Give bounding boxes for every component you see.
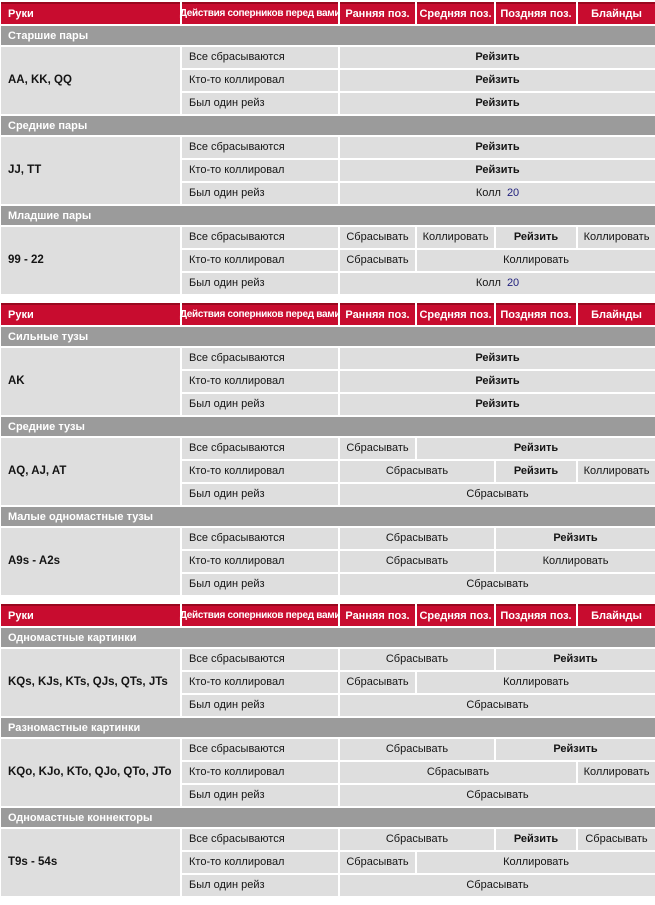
decision-label: Сбрасывать <box>385 465 449 477</box>
opponent-action-cell: Все сбрасываются <box>182 438 338 459</box>
decision-cell <box>417 438 655 459</box>
opponent-action-cell: Был один рейз <box>182 394 338 415</box>
decision-cell <box>496 528 655 549</box>
decision-cell <box>340 672 415 693</box>
section-title: Сильные тузы <box>1 327 655 346</box>
decision-label: Рейзить <box>553 532 598 544</box>
decision-cell <box>340 160 655 181</box>
opponent-action-cell: Кто-то коллировал <box>182 371 338 392</box>
decision-cell <box>340 829 494 850</box>
hand-cell: AA, KK, QQ <box>1 47 180 114</box>
opponent-action-cell: Кто-то коллировал <box>182 461 338 482</box>
opponent-action-cell: Кто-то коллировал <box>182 762 338 783</box>
decision-label: Сбрасывать <box>346 254 409 266</box>
opponent-action-cell: Все сбрасываются <box>182 47 338 68</box>
hand-cell: A9s - A2s <box>1 528 180 595</box>
opponent-action-cell: Был один рейз <box>182 785 338 806</box>
hand-cell: AK <box>1 348 180 415</box>
decision-cell <box>496 739 655 760</box>
section-title: Средние пары <box>1 116 655 135</box>
call-limit-note: 20 <box>506 187 520 199</box>
decision-label: Коллировать <box>422 231 489 243</box>
opponent-action-cell: Все сбрасываются <box>182 137 338 158</box>
column-header-2: Ранняя поз. <box>340 604 415 626</box>
decision-label: Колл <box>475 187 501 199</box>
decision-label: Сбрасывать <box>426 766 490 778</box>
decision-cell <box>340 695 655 716</box>
column-header-0: Руки <box>1 604 180 626</box>
section-title: Разномастные картинки <box>1 718 655 737</box>
opponent-action-cell: Был один рейз <box>182 695 338 716</box>
column-header-1: Действия соперников перед вами <box>182 604 338 626</box>
decision-cell <box>496 649 655 670</box>
decision-cell <box>340 739 494 760</box>
decision-cell <box>340 348 655 369</box>
decision-cell <box>340 461 494 482</box>
decision-label: Рейзить <box>553 743 598 755</box>
opponent-action-cell: Все сбрасываются <box>182 649 338 670</box>
hand-cell: 99 - 22 <box>1 227 180 294</box>
poker-strategy-charts <box>1 2 655 896</box>
decision-cell <box>417 250 655 271</box>
section-title: Малые одномастные тузы <box>1 507 655 526</box>
column-header-3: Средняя поз. <box>417 2 494 24</box>
opponent-action-cell: Кто-то коллировал <box>182 160 338 181</box>
decision-cell <box>340 273 655 294</box>
column-header-1: Действия соперников перед вами <box>182 303 338 325</box>
decision-cell <box>340 371 655 392</box>
hand-cell: AQ, AJ, AT <box>1 438 180 505</box>
decision-label: Сбрасывать <box>385 653 449 665</box>
decision-label: Рейзить <box>475 398 520 410</box>
column-header-1: Действия соперников перед вами <box>182 2 338 24</box>
decision-cell <box>496 461 576 482</box>
column-header-4: Поздняя поз. <box>496 303 576 325</box>
column-header-2: Ранняя поз. <box>340 303 415 325</box>
decision-label: Сбрасывать <box>385 833 449 845</box>
opponent-action-cell: Был один рейз <box>182 183 338 204</box>
column-header-4: Поздняя поз. <box>496 2 576 24</box>
decision-cell <box>340 852 415 873</box>
decision-label: Сбрасывать <box>466 578 529 590</box>
decision-cell <box>340 250 415 271</box>
decision-cell <box>417 852 655 873</box>
column-header-5: Блайнды <box>578 303 655 325</box>
column-header-0: Руки <box>1 303 180 325</box>
decision-cell <box>340 551 494 572</box>
decision-cell <box>340 227 415 248</box>
decision-label: Сбрасывать <box>466 789 529 801</box>
decision-label: Сбрасывать <box>585 833 648 845</box>
opponent-action-cell: Все сбрасываются <box>182 227 338 248</box>
section-title: Одномастные коннекторы <box>1 808 655 827</box>
opponent-action-cell: Был один рейз <box>182 875 338 896</box>
opponent-action-cell: Был один рейз <box>182 484 338 505</box>
decision-cell <box>340 47 655 68</box>
opponent-action-cell: Все сбрасываются <box>182 348 338 369</box>
opponent-action-cell: Был один рейз <box>182 93 338 114</box>
decision-label: Коллировать <box>583 465 650 477</box>
opponent-action-cell: Кто-то коллировал <box>182 852 338 873</box>
decision-label: Сбрасывать <box>385 555 449 567</box>
decision-cell <box>578 829 655 850</box>
decision-label: Коллировать <box>503 676 569 688</box>
column-header-4: Поздняя поз. <box>496 604 576 626</box>
column-header-5: Блайнды <box>578 604 655 626</box>
decision-label: Рейзить <box>513 442 559 454</box>
decision-cell <box>417 227 494 248</box>
decision-label: Сбрасывать <box>466 879 529 891</box>
decision-label: Коллировать <box>503 856 569 868</box>
section-title: Одномастные картинки <box>1 628 655 647</box>
section-title: Младшие пары <box>1 206 655 225</box>
decision-label: Сбрасывать <box>346 676 409 688</box>
decision-label: Рейзить <box>475 375 520 387</box>
opponent-action-cell: Кто-то коллировал <box>182 672 338 693</box>
column-header-2: Ранняя поз. <box>340 2 415 24</box>
decision-cell <box>340 875 655 896</box>
decision-label: Рейзить <box>553 653 598 665</box>
decision-label: Рейзить <box>475 74 520 86</box>
decision-cell <box>340 528 494 549</box>
decision-cell <box>340 649 494 670</box>
hand-cell: KQo, KJo, KTo, QJo, QTo, JTo <box>1 739 180 806</box>
decision-label: Коллировать <box>503 254 569 266</box>
column-header-5: Блайнды <box>578 2 655 24</box>
decision-label: Сбрасывать <box>385 743 449 755</box>
decision-label: Сбрасывать <box>385 532 449 544</box>
opponent-action-cell: Был один рейз <box>182 574 338 595</box>
decision-label: Коллировать <box>583 766 650 778</box>
opponent-action-cell: Кто-то коллировал <box>182 70 338 91</box>
decision-label: Сбрасывать <box>466 488 529 500</box>
decision-cell <box>578 762 655 783</box>
decision-label: Сбрасывать <box>466 699 529 711</box>
poker-table-broadways <box>1 604 655 896</box>
section-title: Средние тузы <box>1 417 655 436</box>
decision-cell <box>496 551 655 572</box>
decision-label: Сбрасывать <box>346 856 409 868</box>
decision-label: Коллировать <box>542 555 609 567</box>
decision-cell <box>340 484 655 505</box>
column-header-3: Средняя поз. <box>417 303 494 325</box>
opponent-action-cell: Все сбрасываются <box>182 829 338 850</box>
decision-cell <box>340 574 655 595</box>
opponent-action-cell: Все сбрасываются <box>182 528 338 549</box>
hand-cell: KQs, KJs, KTs, QJs, QTs, JTs <box>1 649 180 716</box>
poker-table-pairs <box>1 2 655 294</box>
call-limit-note: 20 <box>506 277 520 289</box>
opponent-action-cell: Кто-то коллировал <box>182 551 338 572</box>
opponent-action-cell: Все сбрасываются <box>182 739 338 760</box>
decision-label: Рейзить <box>475 164 520 176</box>
hand-cell: JJ, TT <box>1 137 180 204</box>
decision-cell <box>340 785 655 806</box>
decision-label: Сбрасывать <box>346 231 409 243</box>
decision-cell <box>340 183 655 204</box>
decision-cell <box>340 93 655 114</box>
column-header-3: Средняя поз. <box>417 604 494 626</box>
decision-label: Коллировать <box>583 231 650 243</box>
column-header-0: Руки <box>1 2 180 24</box>
decision-label: Колл <box>475 277 501 289</box>
decision-cell <box>340 137 655 158</box>
decision-label: Рейзить <box>475 352 520 364</box>
decision-cell <box>340 394 655 415</box>
decision-cell <box>417 672 655 693</box>
decision-label: Рейзить <box>513 465 559 477</box>
decision-label: Рейзить <box>475 141 520 153</box>
section-title: Старшие пары <box>1 26 655 45</box>
hand-cell: T9s - 54s <box>1 829 180 896</box>
opponent-action-cell: Был один рейз <box>182 273 338 294</box>
decision-label: Рейзить <box>475 97 520 109</box>
decision-cell <box>340 70 655 91</box>
decision-cell <box>496 227 576 248</box>
decision-label: Рейзить <box>475 51 520 63</box>
decision-cell <box>578 461 655 482</box>
poker-table-aces <box>1 303 655 595</box>
decision-label: Рейзить <box>513 231 559 243</box>
decision-cell <box>340 762 576 783</box>
decision-label: Рейзить <box>513 833 559 845</box>
decision-cell <box>340 438 415 459</box>
decision-cell <box>578 227 655 248</box>
decision-label: Сбрасывать <box>346 442 409 454</box>
decision-cell <box>496 829 576 850</box>
opponent-action-cell: Кто-то коллировал <box>182 250 338 271</box>
